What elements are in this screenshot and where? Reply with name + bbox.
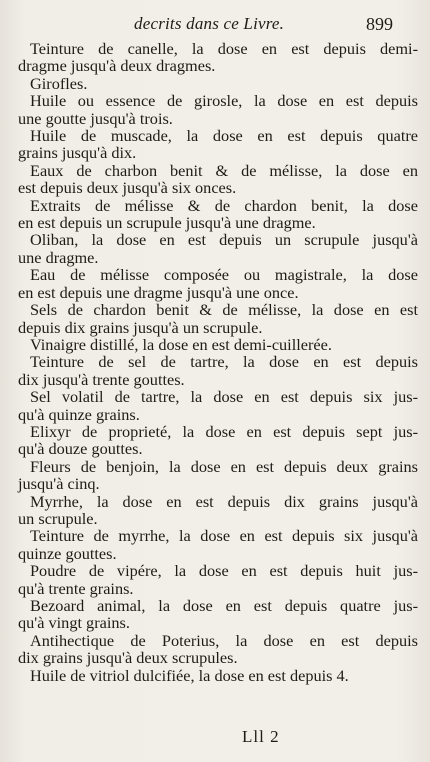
text-line: Myrrhe, la dose en est depuis dix grains jusqu'à (30, 491, 418, 511)
text-line: Poudre de vipére, la dose en est depuis huit jus- (30, 561, 418, 581)
text-line: Girofles. (30, 73, 88, 93)
text-line: qu'à trente grains. (18, 578, 134, 598)
text-line: Huile ou essence de girosle, la dose en est depuis (30, 91, 418, 111)
text-line: qu'à vingt grains. (18, 613, 130, 633)
body-text (18, 40, 418, 684)
text-line: un scrupule. (18, 508, 98, 528)
text-line: une dragme. (18, 247, 99, 267)
text-line: dix jusqu'à trente gouttes. (18, 369, 185, 389)
text-line: Elixyr de proprieté, la dose en est depuis sept jus- (30, 421, 418, 441)
text-line: Teinture de canelle, la dose en est depuis demi- (30, 39, 418, 58)
text-entry (18, 231, 418, 266)
text-entry (18, 562, 418, 597)
text-line: Bezoard animal, la dose en est depuis quatre jus- (30, 596, 418, 615)
text-line: une goutte jusqu'à trois. (18, 108, 173, 128)
text-line: en est depuis une dragme jusqu'à une once. (18, 282, 299, 302)
text-line: Vinaigre distillé, la dose en est demi-cuillerée. (30, 334, 332, 354)
text-entry (18, 266, 418, 301)
text-entry (18, 40, 418, 75)
text-line: Eau de mélisse composée ou magistrale, la dose (30, 265, 418, 285)
text-line: Huile de vitriol dulcifiée, la dose en est depuis 4. (30, 665, 349, 685)
text-line: Teinture de myrrhe, la dose en est depuis six jusqu'à (30, 526, 418, 546)
text-entry (18, 597, 418, 632)
text-line: Teinture de sel de tartre, la dose en est depuis (30, 352, 418, 372)
running-head: decrits dans ce Livre. (134, 14, 285, 33)
text-line: depuis dix grains jusqu'à un scrupule. (18, 317, 263, 337)
page-header (0, 14, 430, 38)
text-line: grains jusqu'à dix. (18, 143, 137, 163)
text-entry (18, 353, 418, 388)
text-line: dragme jusqu'à deux dragmes. (18, 56, 216, 76)
text-entry (18, 92, 418, 127)
text-entry (18, 667, 418, 684)
text-entry (18, 527, 418, 562)
text-entry (18, 493, 418, 528)
text-entry (18, 423, 418, 458)
text-entry (18, 162, 418, 197)
text-line: Antihectique de Poterius, la dose en est depuis (30, 630, 418, 650)
text-line: dix grains jusqu'à deux scrupules. (18, 648, 238, 668)
text-line: Sel volatil de tartre, la dose en est depuis six jus- (30, 387, 418, 407)
text-line: est depuis deux jusqu'à six onces. (18, 178, 237, 198)
text-line: Eaux de charbon benit & de mélisse, la dose en (30, 160, 418, 180)
text-entry (18, 458, 418, 493)
text-line: qu'à douze gouttes. (18, 439, 143, 459)
text-line: jusqu'à cinq. (18, 474, 100, 494)
text-line: Fleurs de benjoin, la dose en est depuis deux grains (30, 456, 418, 476)
text-line: quinze gouttes. (18, 543, 117, 563)
text-entry (18, 632, 418, 667)
text-line: Huile de muscade, la dose en est depuis quatre (30, 126, 418, 146)
text-line: Extraits de mélisse & de chardon benit, la dose (30, 195, 418, 215)
text-entry (18, 197, 418, 232)
page-number: 899 (366, 14, 393, 34)
text-entry (18, 336, 418, 353)
text-entry (18, 127, 418, 162)
text-entry (18, 388, 418, 423)
text-line: Oliban, la dose en est depuis un scrupule jusqu'à (30, 230, 418, 250)
text-line: qu'à quinze grains. (18, 404, 140, 424)
text-entry (18, 75, 418, 92)
signature-mark: Lll 2 (242, 727, 280, 746)
text-line: Sels de chardon benit & de mélisse, la dose en est (30, 300, 418, 320)
text-entry (18, 301, 418, 336)
text-line: en est depuis un scrupule jusqu'à une dragme. (18, 213, 316, 233)
